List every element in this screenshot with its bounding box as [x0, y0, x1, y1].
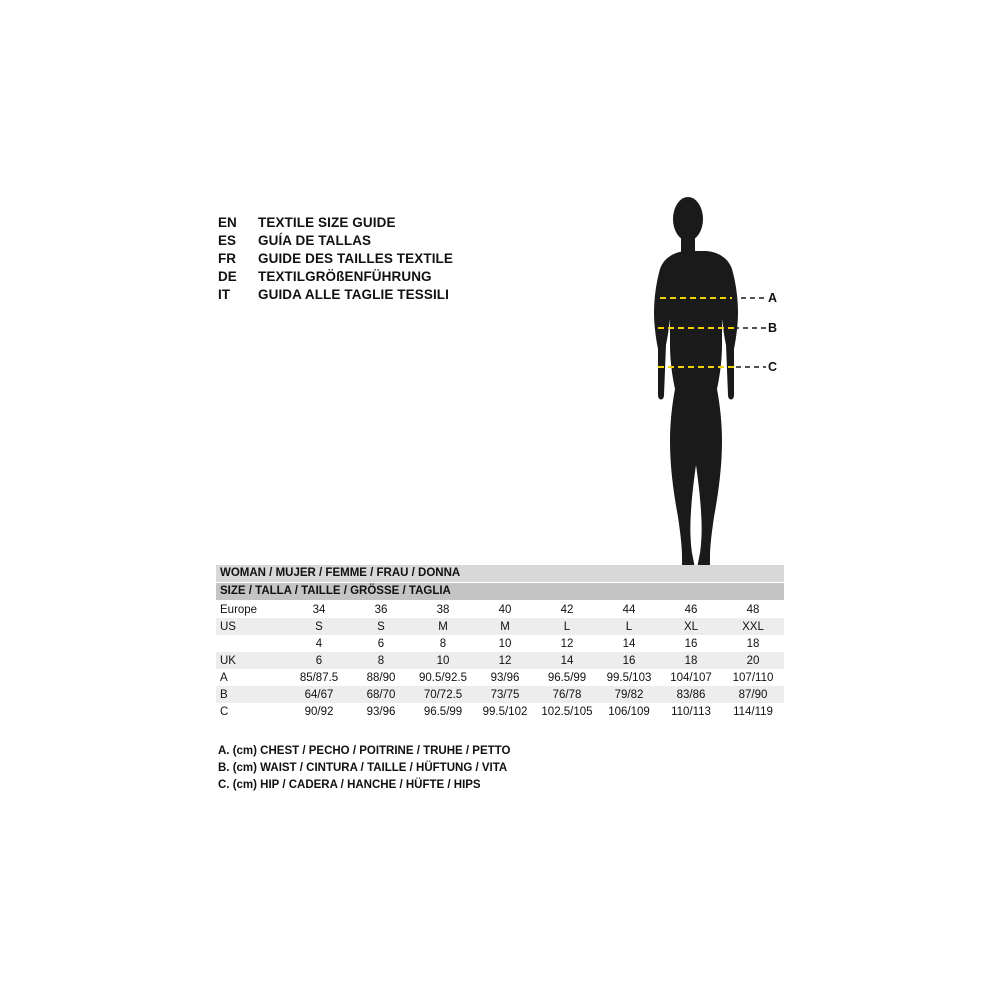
cell: 70/72.5	[412, 686, 474, 703]
table-row	[216, 601, 784, 618]
cell: 6	[288, 652, 350, 669]
cell: 18	[660, 652, 722, 669]
title-row	[218, 232, 578, 250]
table-band-size: SIZE / TALLA / TAILLE / GRÖSSE / TAGLIA	[216, 583, 784, 600]
row-label-a: A	[216, 669, 288, 686]
table-row	[216, 635, 784, 652]
cell: 18	[722, 635, 784, 652]
cell: 73/75	[474, 686, 536, 703]
cell: 90/92	[288, 703, 350, 720]
row-label-uk: UK	[216, 652, 288, 669]
cell: 48	[722, 601, 784, 618]
cell: 14	[536, 652, 598, 669]
row-label-b: B	[216, 686, 288, 703]
cell: 99.5/103	[598, 669, 660, 686]
measure-label-c: C	[768, 360, 778, 374]
cell: XL	[660, 618, 722, 635]
cell: 38	[412, 601, 474, 618]
cell: 79/82	[598, 686, 660, 703]
language-code-fr: FR	[218, 251, 236, 266]
cell: 46	[660, 601, 722, 618]
cell: 44	[598, 601, 660, 618]
table-row	[216, 652, 784, 669]
measure-label-b: B	[768, 321, 778, 335]
cell: 88/90	[350, 669, 412, 686]
title-text-es: GUÍA DE TALLAS	[258, 233, 372, 248]
cell: 40	[474, 601, 536, 618]
cell: 93/96	[350, 703, 412, 720]
cell: 102.5/105	[536, 703, 598, 720]
language-code-es: ES	[218, 233, 237, 248]
legend-row-a: A. (cm) CHEST / PECHO / POITRINE / TRUHE / PETTO	[218, 745, 511, 757]
cell: XXL	[722, 618, 784, 635]
row-label-us-numeric	[216, 635, 288, 652]
cell: 20	[722, 652, 784, 669]
female-silhouette-icon	[620, 195, 840, 585]
table-row	[216, 669, 784, 686]
table-band-woman: WOMAN / MUJER / FEMME / FRAU / DONNA	[216, 565, 784, 582]
language-code-de: DE	[218, 269, 237, 284]
title-row	[218, 250, 578, 268]
female-figure-diagram	[620, 195, 840, 585]
cell: 8	[350, 652, 412, 669]
cell: 114/119	[722, 703, 784, 720]
cell: 87/90	[722, 686, 784, 703]
title-text-en: TEXTILE SIZE GUIDE	[258, 215, 396, 230]
size-table	[216, 601, 784, 720]
cell: 96.5/99	[536, 669, 598, 686]
size-guide-title-block	[218, 214, 578, 304]
cell: 110/113	[660, 703, 722, 720]
cell: 83/86	[660, 686, 722, 703]
language-code-it: IT	[218, 287, 230, 302]
cell: 16	[598, 652, 660, 669]
row-label-c: C	[216, 703, 288, 720]
size-table-block	[216, 565, 784, 720]
table-row	[216, 686, 784, 703]
cell: S	[288, 618, 350, 635]
cell: M	[412, 618, 474, 635]
cell: 93/96	[474, 669, 536, 686]
cell: 34	[288, 601, 350, 618]
cell: S	[350, 618, 412, 635]
legend-row-b: B. (cm) WAIST / CINTURA / TAILLE / HÜFTUNG / VITA	[218, 762, 508, 774]
title-row	[218, 286, 578, 304]
measure-label-a: A	[768, 291, 778, 305]
cell: 85/87.5	[288, 669, 350, 686]
cell: L	[598, 618, 660, 635]
measurement-legend	[218, 743, 718, 794]
cell: 104/107	[660, 669, 722, 686]
cell: 8	[412, 635, 474, 652]
table-row	[216, 618, 784, 635]
row-label-us: US	[216, 618, 288, 635]
title-row	[218, 268, 578, 286]
cell: 96.5/99	[412, 703, 474, 720]
title-text-de: TEXTILGRÖßENFÜHRUNG	[258, 269, 432, 284]
cell: 36	[350, 601, 412, 618]
table-row	[216, 703, 784, 720]
cell: 6	[350, 635, 412, 652]
cell: 68/70	[350, 686, 412, 703]
cell: 10	[474, 635, 536, 652]
row-label-europe: Europe	[216, 601, 288, 618]
cell: 99.5/102	[474, 703, 536, 720]
cell: 16	[660, 635, 722, 652]
cell: L	[536, 618, 598, 635]
cell: 12	[474, 652, 536, 669]
cell: 14	[598, 635, 660, 652]
cell: 64/67	[288, 686, 350, 703]
cell: 107/110	[722, 669, 784, 686]
language-code-en: EN	[218, 215, 237, 230]
cell: 10	[412, 652, 474, 669]
cell: 12	[536, 635, 598, 652]
cell: 106/109	[598, 703, 660, 720]
cell: 76/78	[536, 686, 598, 703]
legend-row-c: C. (cm) HIP / CADERA / HANCHE / HÜFTE / HIPS	[218, 779, 481, 791]
title-row	[218, 214, 578, 232]
cell: 42	[536, 601, 598, 618]
cell: 90.5/92.5	[412, 669, 474, 686]
cell: 4	[288, 635, 350, 652]
title-text-fr: GUIDE DES TAILLES TEXTILE	[258, 251, 454, 266]
title-text-it: GUIDA ALLE TAGLIE TESSILI	[258, 287, 449, 302]
cell: M	[474, 618, 536, 635]
